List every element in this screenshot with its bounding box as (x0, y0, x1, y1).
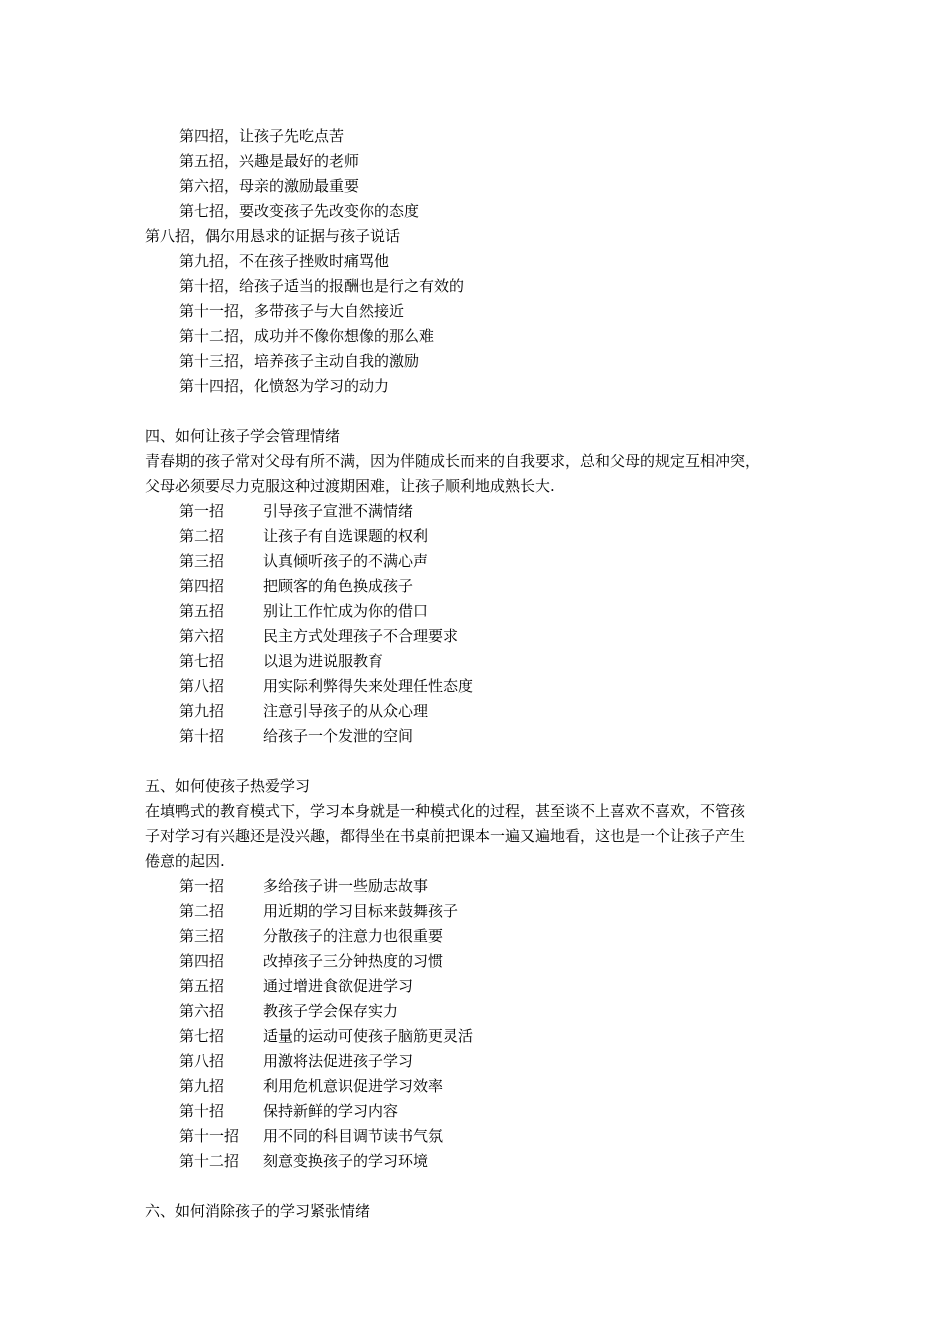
section-heading: 六、如何消除孩子的学习紧张情绪 (145, 1202, 371, 1220)
item-label: 第四招 (179, 577, 225, 595)
list-item (145, 674, 825, 699)
list-item (145, 974, 825, 999)
item-label: 第三招 (179, 552, 225, 570)
tip-line: 第十三招，培养孩子主动自我的激励 (179, 352, 420, 370)
list-item (145, 924, 825, 949)
list-item (145, 874, 825, 899)
blank-line (145, 749, 825, 774)
item-label: 第六招 (179, 627, 225, 645)
item-label: 第九招 (179, 702, 225, 720)
item-label: 第一招 (179, 877, 225, 895)
list-item (145, 1074, 825, 1099)
list-item (145, 1124, 825, 1149)
list-item (145, 1099, 825, 1124)
item-text: 认真倾听孩子的不满心声 (263, 552, 429, 570)
item-text: 教孩子学会保存实力 (263, 1002, 399, 1020)
item-text: 用近期的学习目标来鼓舞孩子 (263, 902, 459, 920)
item-text: 保持新鲜的学习内容 (263, 1102, 399, 1120)
item-text: 注意引导孩子的从众心理 (263, 702, 429, 720)
list-item (145, 574, 825, 599)
item-label: 第一招 (179, 502, 225, 520)
list-item (145, 1049, 825, 1074)
item-label: 第三招 (179, 927, 225, 945)
paragraph-line: 子对学习有兴趣还是没兴趣，都得坐在书桌前把课本一遍又遍地看，这也是一个让孩子产生 (145, 827, 746, 845)
item-label: 第五招 (179, 602, 225, 620)
item-label: 第八招 (179, 1052, 225, 1070)
item-text: 让孩子有自选课题的权利 (263, 527, 429, 545)
tip-line: 第八招，偶尔用恳求的证据与孩子说话 (145, 227, 401, 245)
item-text: 适量的运动可使孩子脑筋更灵活 (263, 1027, 474, 1045)
paragraph-line: 倦意的起因. (145, 852, 225, 870)
list-item (145, 649, 825, 674)
paragraph-line: 父母必须要尽力克服这种过渡期困难，让孩子顺利地成熟长大. (145, 477, 555, 495)
item-label: 第五招 (179, 977, 225, 995)
list-item (145, 699, 825, 724)
item-label: 第十招 (179, 727, 225, 745)
tip-line: 第十招，给孩子适当的报酬也是行之有效的 (179, 277, 465, 295)
item-label: 第四招 (179, 952, 225, 970)
item-text: 通过增进食欲促进学习 (263, 977, 414, 995)
item-text: 民主方式处理孩子不合理要求 (263, 627, 459, 645)
item-text: 引导孩子宣泄不满情绪 (263, 502, 414, 520)
item-label: 第七招 (179, 1027, 225, 1045)
tip-line: 第十二招，成功并不像你想像的那么难 (179, 327, 435, 345)
item-text: 别让工作忙成为你的借口 (263, 602, 429, 620)
item-text: 刻意变换孩子的学习环境 (263, 1152, 429, 1170)
item-text: 分散孩子的注意力也很重要 (263, 927, 444, 945)
item-label: 第六招 (179, 1002, 225, 1020)
item-text: 用实际利弊得失来处理任性态度 (263, 677, 474, 695)
item-label: 第七招 (179, 652, 225, 670)
item-text: 给孩子一个发泄的空间 (263, 727, 414, 745)
tip-line: 第十四招，化愤怒为学习的动力 (179, 377, 390, 395)
tip-line: 第六招，母亲的激励最重要 (179, 177, 360, 195)
list-item (145, 499, 825, 524)
blank-line (145, 1174, 825, 1199)
list-item (145, 524, 825, 549)
list-item (145, 599, 825, 624)
paragraph-line: 在填鸭式的教育模式下，学习本身就是一种模式化的过程，甚至谈不上喜欢不喜欢，不管孩 (145, 802, 746, 820)
item-text: 用不同的科目调节读书气氛 (263, 1127, 444, 1145)
item-label: 第八招 (179, 677, 225, 695)
section-heading: 四、如何让孩子学会管理情绪 (145, 427, 341, 445)
tip-line: 第七招，要改变孩子先改变你的态度 (179, 202, 420, 220)
document-body (145, 124, 825, 1224)
tip-line: 第四招，让孩子先吃点苦 (179, 127, 345, 145)
item-label: 第十一招 (179, 1127, 240, 1145)
item-text: 以退为进说服教育 (263, 652, 384, 670)
item-text: 改掉孩子三分钟热度的习惯 (263, 952, 444, 970)
list-item (145, 624, 825, 649)
list-item (145, 899, 825, 924)
list-item (145, 949, 825, 974)
list-item (145, 724, 825, 749)
item-label: 第十二招 (179, 1152, 240, 1170)
item-text: 用激将法促进孩子学习 (263, 1052, 414, 1070)
item-label: 第二招 (179, 902, 225, 920)
list-item (145, 1149, 825, 1174)
item-text: 利用危机意识促进学习效率 (263, 1077, 444, 1095)
tip-line: 第九招，不在孩子挫败时痛骂他 (179, 252, 390, 270)
item-label: 第十招 (179, 1102, 225, 1120)
list-item (145, 999, 825, 1024)
paragraph-line: 青春期的孩子常对父母有所不满，因为伴随成长而来的自我要求，总和父母的规定互相冲突， (145, 452, 761, 470)
section-heading: 五、如何使孩子热爱学习 (145, 777, 311, 795)
item-label: 第九招 (179, 1077, 225, 1095)
item-text: 多给孩子讲一些励志故事 (263, 877, 429, 895)
item-text: 把顾客的角色换成孩子 (263, 577, 414, 595)
list-item (145, 549, 825, 574)
tip-line: 第五招，兴趣是最好的老师 (179, 152, 360, 170)
item-label: 第二招 (179, 527, 225, 545)
list-item (145, 1024, 825, 1049)
tip-line: 第十一招，多带孩子与大自然接近 (179, 302, 405, 320)
blank-line (145, 399, 825, 424)
